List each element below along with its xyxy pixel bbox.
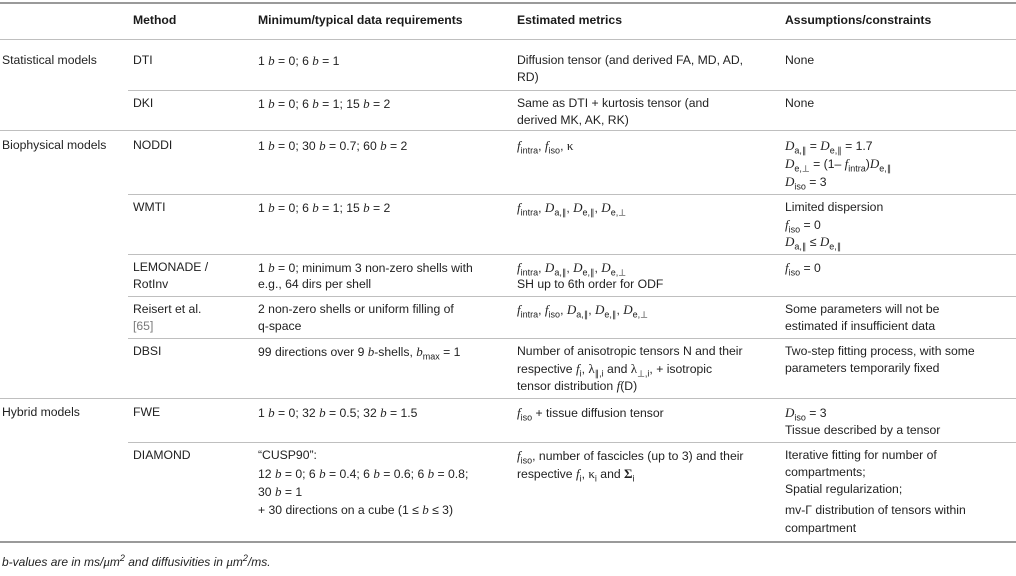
metrics-dbsi-l3: tensor distribution f(D): [517, 378, 638, 393]
group-rule: [0, 398, 1016, 399]
group-hybrid: Hybrid models: [2, 405, 80, 419]
method-wmti: WMTI: [133, 200, 166, 214]
assumptions-noddi-l1: $D_{a,\parallel} = D_{e,\parallel} = 1.7$: [785, 138, 873, 156]
req-lemonade-l1: 1 b = 0; minimum 3 non-zero shells with: [258, 260, 473, 275]
metrics-diamond-l1: $f_{iso}$, number of fascicles (up to 3) and their: [517, 448, 744, 466]
assumptions-diamond-l4: mv-Γ distribution of tensors within: [785, 503, 966, 517]
metrics-noddi: $f_{intra}$, $f_{iso}$, κ: [517, 138, 574, 156]
metrics-fwe: $f_{iso}$ + tissue diffusion tensor: [517, 405, 664, 423]
req-diamond-l4: + 30 directions on a cube (1 ≤ b ≤ 3): [258, 502, 454, 517]
req-diamond-l1: “CUSP90”:: [258, 448, 317, 462]
header-rule: [0, 39, 1016, 40]
metrics-dbsi-l1: Number of anisotropic tensors N and their: [517, 344, 743, 358]
metrics-lemonade-l2: SH up to 6th order for ODF: [517, 277, 664, 291]
assumptions-lemonade: $f_{iso} = 0$: [785, 260, 821, 278]
assumptions-wmti-l1: Limited dispersion: [785, 200, 884, 214]
metrics-dbsi-l2: respective $f_i$, $\lambda_{\parallel,i}$ and $\lambda_{\perp,i}$, + isotropic: [517, 361, 713, 379]
req-reisert-l1: 2 non-zero shells or uniform filling of: [258, 302, 454, 316]
req-diamond-l3: 30 b = 1: [258, 484, 303, 499]
method-fwe: FWE: [133, 405, 161, 419]
header-data-requirements: Minimum/typical data requirements: [258, 13, 463, 27]
row-rule: [128, 338, 1016, 339]
metrics-dki-l2: derived MK, AK, RK): [517, 113, 629, 127]
assumptions-diamond-l1: Iterative fitting for number of: [785, 448, 937, 462]
metrics-diamond-l2: respective $f_i$, $\kappa_i$ and $\Sigma_i$: [517, 466, 635, 484]
group-rule: [0, 130, 1016, 131]
header-estimated-metrics: Estimated metrics: [517, 13, 622, 27]
assumptions-reisert-l2: estimated if insufficient data: [785, 319, 936, 333]
assumptions-noddi-l2: $D_{e,\perp} = (1-$ $f_{intra})D_{e,\parallel}$: [785, 156, 892, 174]
assumptions-dbsi-l2: parameters temporarily fixed: [785, 361, 940, 375]
top-rule: [0, 2, 1016, 4]
assumptions-wmti-l3: $D_{a,\parallel} \le D_{e,\parallel}$: [785, 234, 842, 252]
assumptions-dki: None: [785, 96, 815, 110]
row-rule: [128, 442, 1016, 443]
method-lemonade-l2: RotInv: [133, 277, 169, 291]
method-dbsi: DBSI: [133, 344, 162, 358]
method-noddi: NODDI: [133, 138, 173, 152]
metrics-lemonade-l1: $f_{intra}$, $D_{a,\parallel}$, $D_{e,\parallel}$, $D_{e,\perp}$: [517, 260, 627, 278]
req-dti: 1 b = 0; 6 b = 1: [258, 53, 340, 68]
method-dti: DTI: [133, 53, 153, 67]
req-dbsi: 99 directions over 9 b-shells, $b_{max} = 1$: [258, 344, 461, 362]
assumptions-reisert-l1: Some parameters will not be: [785, 302, 940, 316]
header-assumptions: Assumptions/constraints: [785, 13, 932, 27]
bottom-rule: [0, 541, 1016, 543]
assumptions-dti: None: [785, 53, 815, 67]
assumptions-diamond-l2: compartments;: [785, 465, 866, 479]
group-statistical: Statistical models: [2, 53, 97, 67]
req-lemonade-l2: e.g., 64 dirs per shell: [258, 277, 372, 291]
row-rule: [128, 296, 1016, 297]
metrics-reisert: $f_{intra}$, $f_{iso}$, $D_{a,\parallel}$, $D_{e,\parallel}$, $D_{e,\perp}$: [517, 302, 648, 320]
row-rule: [128, 90, 1016, 91]
metrics-wmti: $f_{intra}$, $D_{a,\parallel}$, $D_{e,\parallel}$, $D_{e,\perp}$: [517, 200, 627, 218]
assumptions-fwe-l2: Tissue described by a tensor: [785, 423, 941, 437]
row-rule: [128, 194, 1016, 195]
assumptions-dbsi-l1: Two-step fitting process, with some: [785, 344, 975, 358]
method-dki: DKI: [133, 96, 154, 110]
reference-65[interactable]: [65]: [133, 319, 154, 333]
metrics-dti-l2: RD): [517, 70, 539, 84]
metrics-dki-l1: Same as DTI + kurtosis tensor (and: [517, 96, 710, 110]
row-rule: [128, 254, 1016, 255]
assumptions-diamond-l5: compartment: [785, 521, 857, 535]
method-reisert-l1: Reisert et al.: [133, 302, 202, 316]
method-diamond: DIAMOND: [133, 448, 191, 462]
req-noddi: 1 b = 0; 30 b = 0.7; 60 b = 2: [258, 138, 408, 153]
req-fwe: 1 b = 0; 32 b = 0.5; 32 b = 1.5: [258, 405, 418, 420]
req-diamond-l2: 12 b = 0; 6 b = 0.4; 6 b = 0.6; 6 b = 0.8;: [258, 466, 469, 481]
assumptions-fwe-l1: $D_{iso} = 3$: [785, 405, 827, 423]
req-reisert-l2: q-space: [258, 319, 302, 333]
req-dki: 1 b = 0; 6 b = 1; 15 b = 2: [258, 96, 391, 111]
req-wmti: 1 b = 0; 6 b = 1; 15 b = 2: [258, 200, 391, 215]
table-footnote: b-values are in $ms/\mu m^2$ and diffusivities in $\mu m^2/ms$.: [2, 553, 271, 569]
assumptions-diamond-l3: Spatial regularization;: [785, 482, 903, 496]
assumptions-noddi-l3: $D_{iso} = 3$: [785, 174, 827, 192]
assumptions-wmti-l2: $f_{iso} = 0$: [785, 217, 821, 235]
metrics-dti-l1: Diffusion tensor (and derived FA, MD, AD,: [517, 53, 744, 67]
header-method: Method: [133, 13, 177, 27]
group-biophysical: Biophysical models: [2, 138, 107, 152]
method-lemonade-l1: LEMONADE /: [133, 260, 209, 274]
